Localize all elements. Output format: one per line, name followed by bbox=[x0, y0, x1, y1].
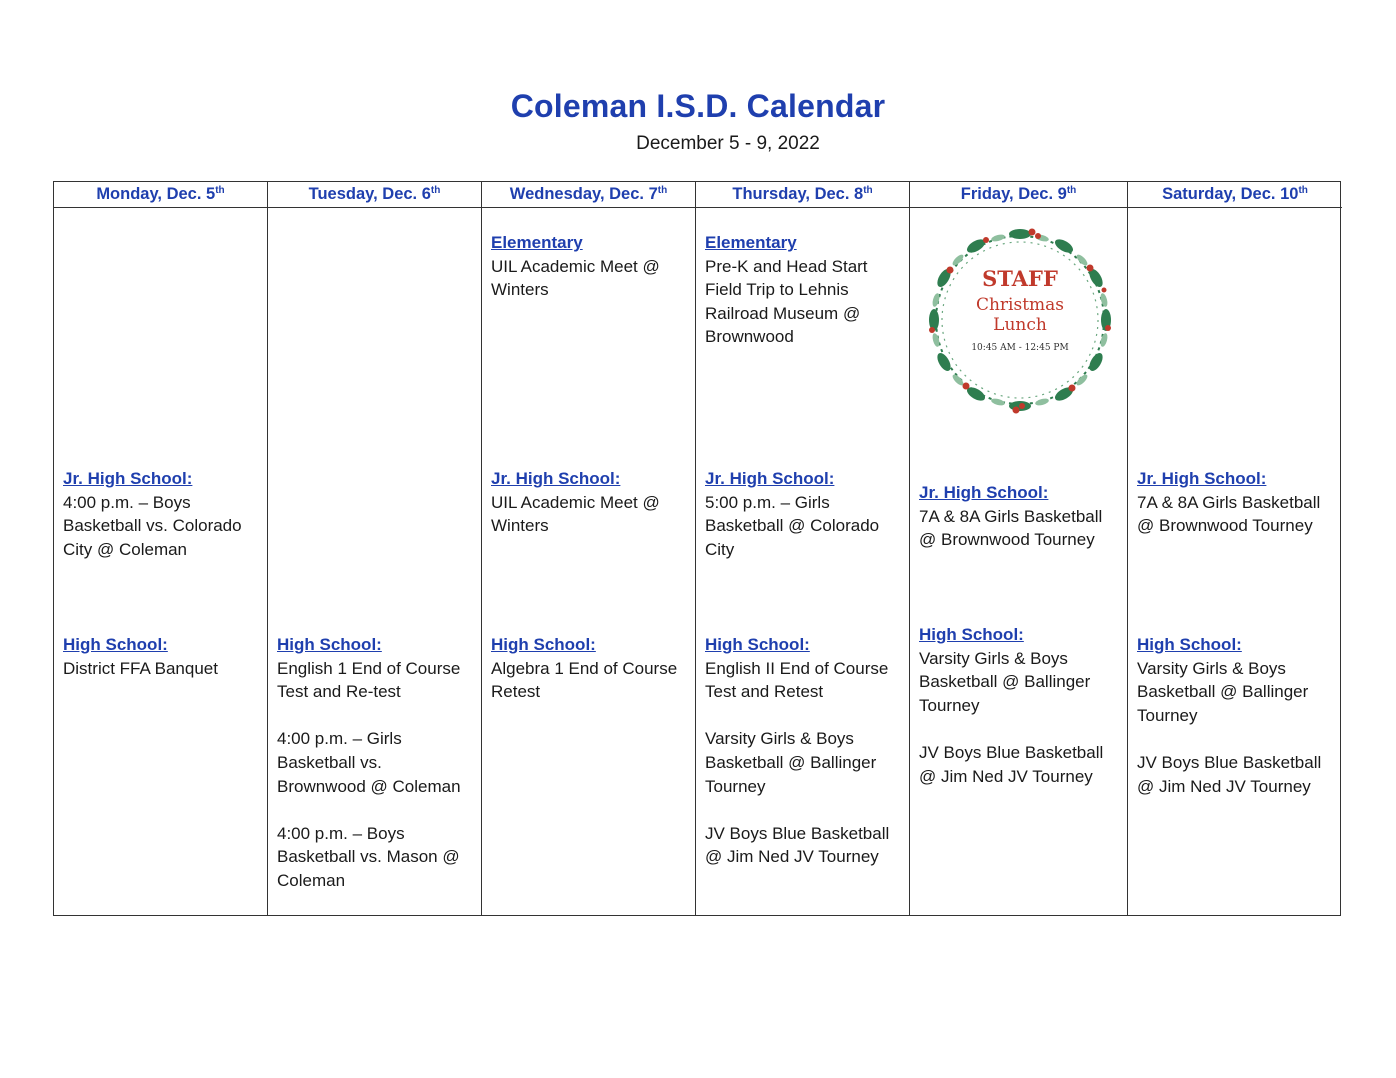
day-header-thursday: Thursday, Dec. 8th bbox=[696, 182, 909, 208]
high-school-section: High School: Varsity Girls & Boys Basketball @ Ballinger Tourney JV Boys Blue Basketball @ Jim Ned JV Tourney bbox=[1137, 633, 1336, 798]
lunch-time-text: 10:45 AM - 12:45 PM bbox=[971, 343, 1069, 353]
event-text: JV Boys Blue Basketball @ Jim Ned JV Tourney bbox=[705, 823, 890, 867]
event-text: 4:00 p.m. – Boys Basketball vs. Mason @ Coleman bbox=[277, 823, 460, 890]
christmas-text: Christmas bbox=[975, 295, 1065, 315]
day-column-friday bbox=[910, 182, 1128, 915]
calendar-grid bbox=[53, 181, 1341, 916]
day-header-saturday: Saturday, Dec. 10th bbox=[1128, 182, 1342, 208]
day-column-tuesday bbox=[268, 182, 482, 915]
high-school-section: High School: English II End of Course Test and Retest Varsity Girls & Boys Basketball @ Ballinger Tourney JV Boys Blue Basketball @ Jim Ned JV Tourney bbox=[705, 633, 903, 869]
page-title: Coleman I.S.D. Calendar bbox=[510, 88, 886, 124]
event-text: English 1 End of Course Test and Re-test bbox=[277, 658, 461, 702]
event-text: 7A & 8A Girls Basketball @ Brownwood Tourney bbox=[919, 506, 1103, 550]
day-header-tuesday: Tuesday, Dec. 6th bbox=[268, 182, 481, 208]
jr-high-section: Jr. High School: 7A & 8A Girls Basketball @ Brownwood Tourney bbox=[1137, 467, 1336, 538]
event-text: English II End of Course Test and Retest bbox=[705, 658, 889, 702]
day-header-monday: Monday, Dec. 5th bbox=[54, 182, 267, 208]
jr-high-section: Jr. High School: 4:00 p.m. – Boys Basketball vs. Colorado City @ Coleman bbox=[63, 467, 261, 561]
event-text: Varsity Girls & Boys Basketball @ Ballinger Tourney bbox=[1137, 658, 1309, 725]
day-column-saturday bbox=[1128, 182, 1342, 915]
event-text: Varsity Girls & Boys Basketball @ Ballinger Tourney bbox=[919, 648, 1091, 715]
event-text: 5:00 p.m. – Girls Basketball @ Colorado City bbox=[705, 492, 880, 559]
high-school-section: High School: Varsity Girls & Boys Basketball @ Ballinger Tourney JV Boys Blue Basketball @ Jim Ned JV Tourney bbox=[919, 623, 1121, 788]
event-text: District FFA Banquet bbox=[63, 658, 218, 678]
event-text: Varsity Girls & Boys Basketball @ Ballinger Tourney bbox=[705, 729, 877, 796]
high-school-section: High School: Algebra 1 End of Course Retest bbox=[491, 633, 689, 704]
jr-high-section: Jr. High School: 7A & 8A Girls Basketball @ Brownwood Tourney bbox=[919, 481, 1121, 552]
event-text: 4:00 p.m. – Boys Basketball vs. Colorado City @ Coleman bbox=[63, 492, 242, 559]
high-school-section: High School: District FFA Banquet bbox=[63, 633, 261, 680]
elementary-section: Elementary Pre-K and Head Start Field Trip to Lehnis Railroad Museum @ Brownwood bbox=[705, 231, 903, 349]
event-text: JV Boys Blue Basketball @ Jim Ned JV Tourney bbox=[919, 742, 1104, 786]
high-school-section: High School: English 1 End of Course Test and Re-test 4:00 p.m. – Girls Basketball vs. Brownwood @ Coleman 4:00 p.m. – Boys Basketball vs. Mason @ Coleman bbox=[277, 633, 475, 893]
day-column-thursday bbox=[696, 182, 910, 915]
event-text: JV Boys Blue Basketball @ Jim Ned JV Tourney bbox=[1137, 752, 1322, 796]
date-range: December 5 - 9, 2022 bbox=[636, 133, 820, 154]
event-text: 4:00 p.m. – Girls Basketball vs. Brownwood @ Coleman bbox=[277, 729, 461, 796]
day-column-monday bbox=[54, 182, 268, 915]
day-column-wednesday bbox=[482, 182, 696, 915]
lunch-text: Lunch bbox=[993, 315, 1047, 335]
day-header-wednesday: Wednesday, Dec. 7th bbox=[482, 182, 695, 208]
event-text: Algebra 1 End of Course Retest bbox=[491, 658, 678, 702]
jr-high-section: Jr. High School: 5:00 p.m. – Girls Basketball @ Colorado City bbox=[705, 467, 903, 561]
event-text: UIL Academic Meet @ Winters bbox=[491, 492, 660, 536]
jr-high-section: Jr. High School: UIL Academic Meet @ Winters bbox=[491, 467, 689, 538]
event-text: 7A & 8A Girls Basketball @ Brownwood Tourney bbox=[1137, 492, 1321, 536]
day-header-friday: Friday, Dec. 9th bbox=[910, 182, 1127, 208]
staff-text: STAFF bbox=[982, 266, 1058, 291]
elementary-section: Elementary UIL Academic Meet @ Winters bbox=[491, 231, 689, 302]
wreath-icon bbox=[920, 220, 1120, 420]
event-text: UIL Academic Meet @ Winters bbox=[491, 256, 660, 300]
event-text: Pre-K and Head Start Field Trip to Lehnis Railroad Museum @ Brownwood bbox=[705, 256, 868, 347]
staff-christmas-lunch-wreath bbox=[920, 220, 1120, 420]
